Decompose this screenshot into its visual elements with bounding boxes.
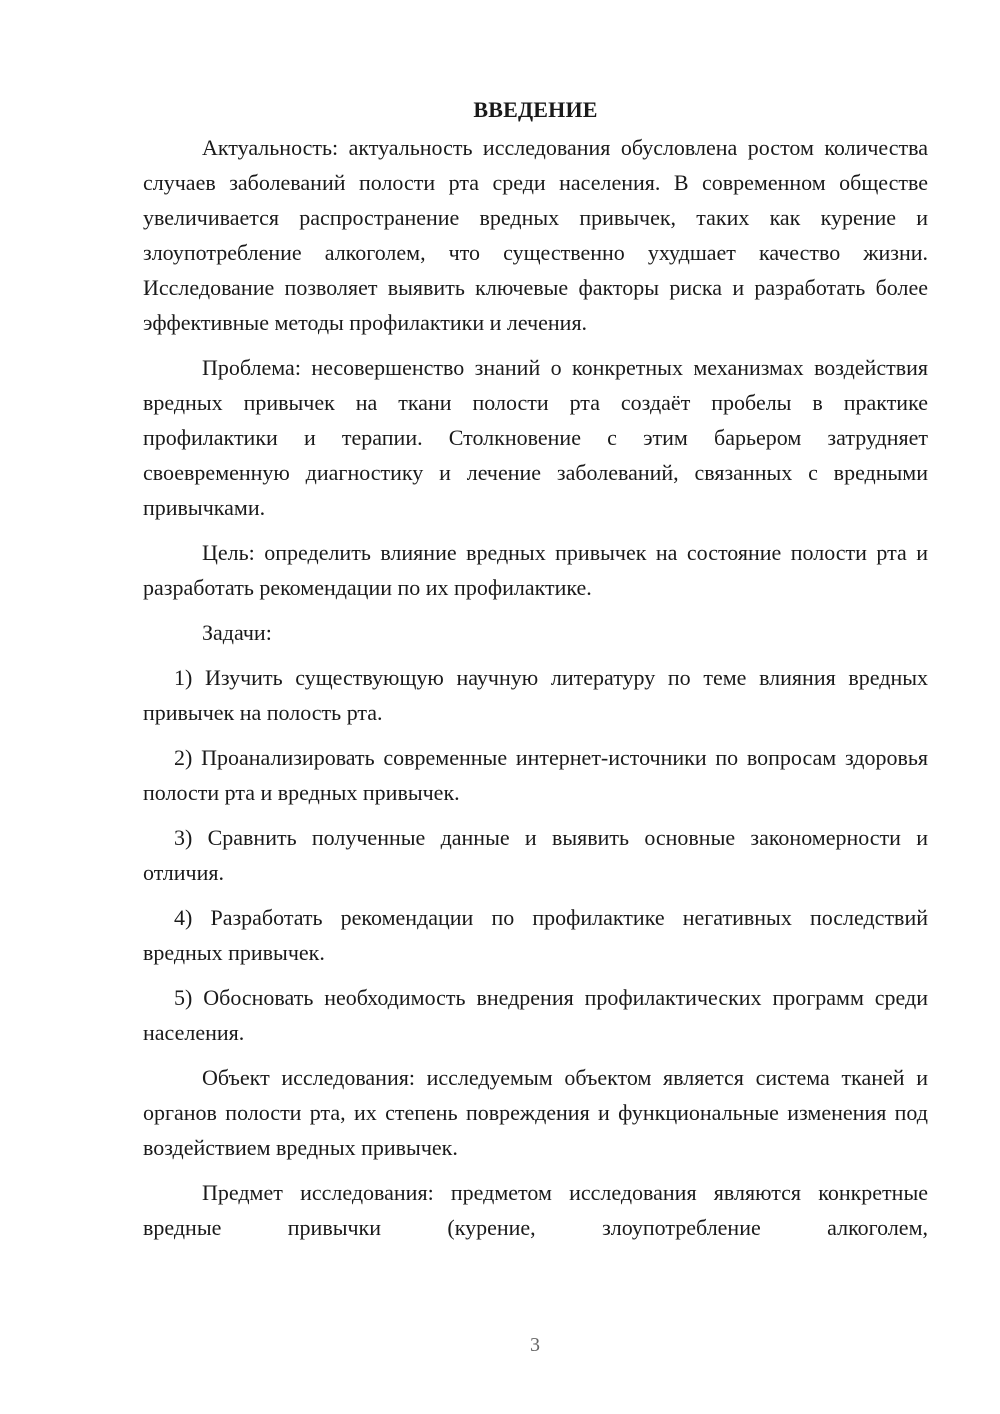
section-title: ВВЕДЕНИЕ xyxy=(473,97,598,122)
document-page xyxy=(143,92,928,1245)
paragraph-subject: Предмет исследования: предметом исследования являются конкретные вредные привычки (курение, злоупотребление алкоголем, xyxy=(143,1180,928,1240)
task-item-5: 5) Обосновать необходимость внедрения профилактических программ среди населения. xyxy=(143,985,928,1045)
paragraph-goal: Цель: определить влияние вредных привычек на состояние полости рта и разработать рекомендации по их профилактике. xyxy=(143,540,928,600)
task-item-1: 1) Изучить существующую научную литературу по теме влияния вредных привычек на полость рта. xyxy=(143,665,928,725)
page-number: 3 xyxy=(530,1334,540,1356)
tasks-heading: Задачи: xyxy=(202,620,272,645)
paragraph-problem: Проблема: несовершенство знаний о конкретных механизмах воздействия вредных привычек на ткани полости рта создаёт пробелы в практике профилактики и терапии. Столкновение с этим барьером затрудняет своевременную диагностику и лечение заболеваний, связанных с вредными привычками. xyxy=(143,355,928,520)
paragraph-relevance: Актуальность: актуальность исследования обусловлена ростом количества случаев заболеваний полости рта среди населения. В современном обществе увеличивается распространение вредных привычек, таких как курение и злоупотребление алкоголем, что существенно ухудшает качество жизни. Исследование позволяет выявить ключевые факторы риска и разработать более эффективные методы профилактики и лечения. xyxy=(143,135,928,335)
paragraph-object: Объект исследования: исследуемым объектом является система тканей и органов полости рта, их степень повреждения и функциональные изменения под воздействием вредных привычек. xyxy=(143,1065,928,1160)
task-item-3: 3) Сравнить полученные данные и выявить основные закономерности и отличия. xyxy=(143,825,928,885)
task-item-4: 4) Разработать рекомендации по профилактике негативных последствий вредных привычек. xyxy=(143,905,928,965)
task-item-2: 2) Проанализировать современные интернет-источники по вопросам здоровья полости рта и вредных привычек. xyxy=(143,745,928,805)
